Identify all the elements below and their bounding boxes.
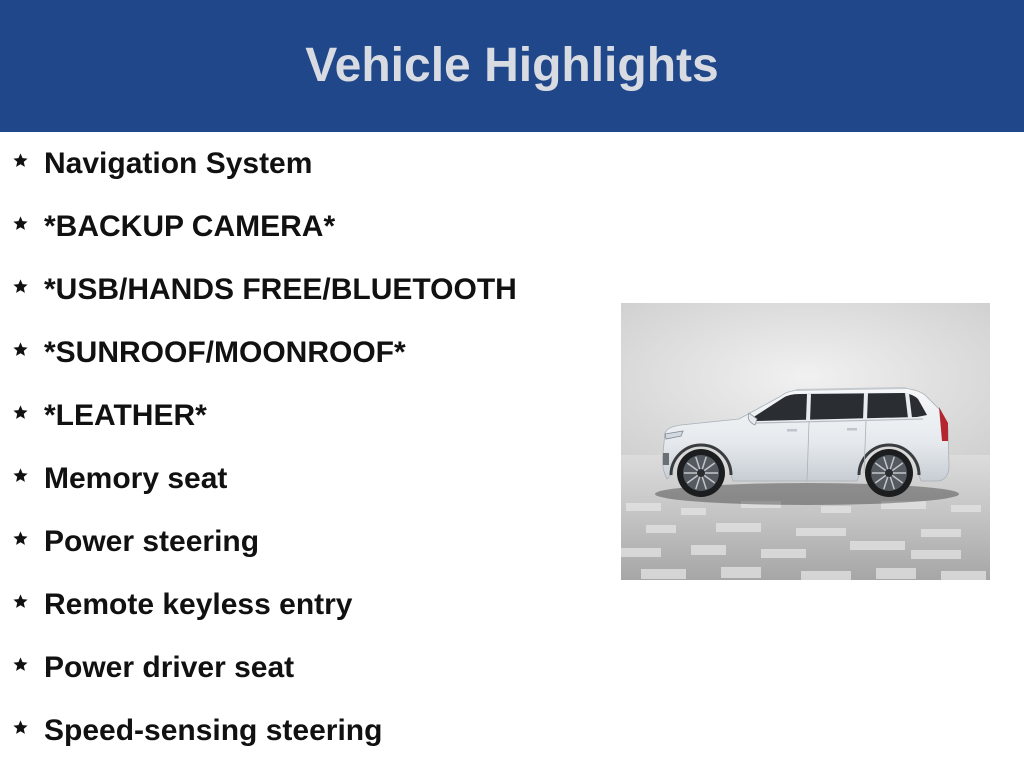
star-icon xyxy=(12,278,29,295)
star-icon xyxy=(12,341,29,358)
highlight-item xyxy=(0,573,600,636)
rear-wheel xyxy=(865,449,913,497)
highlight-label: Speed-sensing steering xyxy=(44,714,383,747)
highlights-list xyxy=(0,132,600,762)
highlight-item xyxy=(0,321,600,384)
highlight-label: *LEATHER* xyxy=(44,399,207,432)
highlight-item xyxy=(0,447,600,510)
highlight-item xyxy=(0,132,600,195)
highlight-label: Memory seat xyxy=(44,462,228,495)
highlight-label: *SUNROOF/MOONROOF* xyxy=(44,336,406,369)
highlight-label: Navigation System xyxy=(44,147,313,180)
highlight-label: Power driver seat xyxy=(44,651,295,684)
highlight-label: Remote keyless entry xyxy=(44,588,353,621)
highlight-label: Power steering xyxy=(44,525,260,558)
star-icon xyxy=(12,152,29,169)
header-banner xyxy=(0,0,1024,132)
front-grille xyxy=(663,453,669,465)
star-icon xyxy=(12,215,29,232)
star-icon xyxy=(12,530,29,547)
star-icon xyxy=(12,719,29,736)
star-icon xyxy=(12,656,29,673)
highlight-item xyxy=(0,258,600,321)
highlight-item xyxy=(0,510,600,573)
page-title: Vehicle Highlights xyxy=(305,39,719,92)
highlight-item xyxy=(0,195,600,258)
star-icon xyxy=(12,593,29,610)
highlight-label: *BACKUP CAMERA* xyxy=(44,210,336,243)
star-icon xyxy=(12,404,29,421)
highlight-label: *USB/HANDS FREE/BLUETOOTH xyxy=(44,273,517,306)
front-wheel xyxy=(677,449,725,497)
vehicle-photo xyxy=(621,303,990,580)
highlight-item xyxy=(0,384,600,447)
highlight-item xyxy=(0,699,600,762)
highlight-item xyxy=(0,636,600,699)
star-icon xyxy=(12,467,29,484)
door-handle xyxy=(847,428,857,431)
door-handle xyxy=(787,429,797,432)
